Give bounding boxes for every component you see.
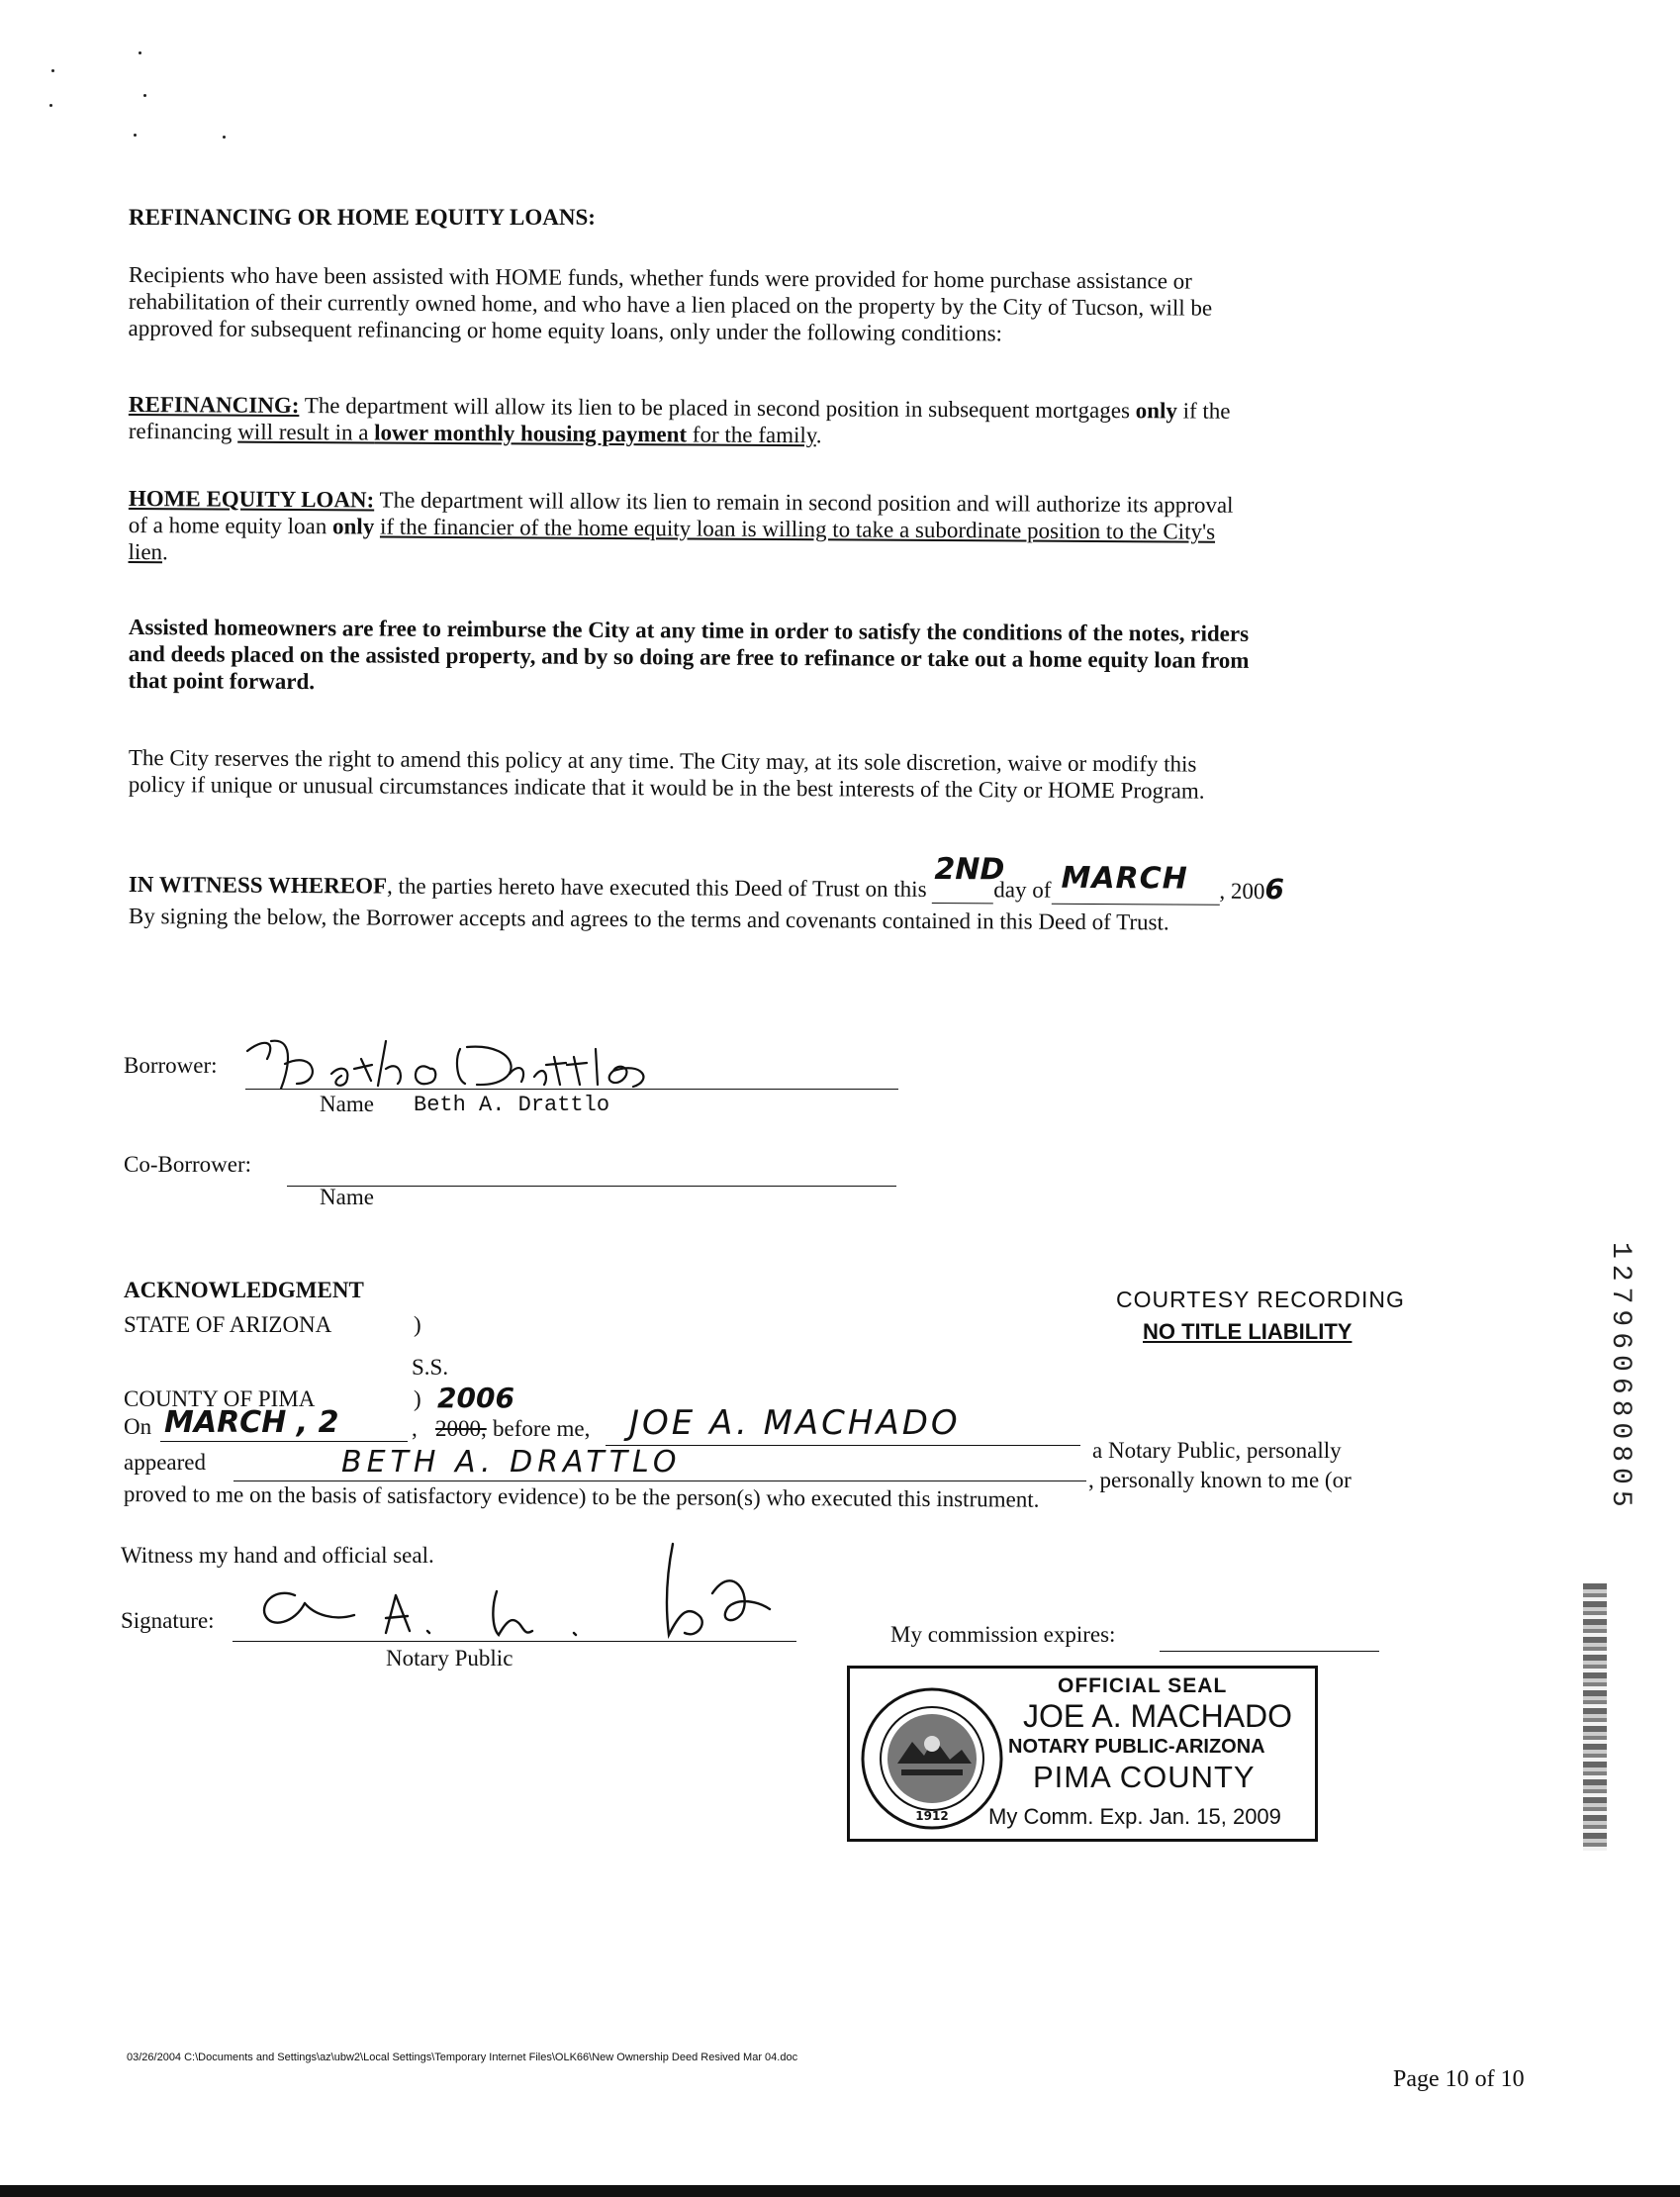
- notary-signature-drawing: [237, 1534, 772, 1653]
- proved-line: proved to me on the basis of satisfactory evidence) to be the person(s) who executed this instrument.: [123, 1481, 1040, 1512]
- state-label: STATE OF ARIZONA: [124, 1312, 332, 1337]
- borrower-name-value: Beth A. Drattlo: [414, 1093, 610, 1117]
- co-borrower-name-label: Name: [320, 1185, 374, 1209]
- intro-line: Recipients who have been assisted with HOME funds, whether funds were provided for home purchase assistance or: [128, 261, 1192, 294]
- on-label: On: [124, 1414, 152, 1439]
- acknowledgment-title: ACKNOWLEDGMENT: [124, 1278, 364, 1302]
- arizona-seal-emblem: [858, 1684, 1006, 1833]
- scan-speck: [49, 104, 52, 107]
- assisted-line: and deeds placed on the assisted property, and by so doing are free to refinance or take out a home equity loan from: [128, 640, 1250, 673]
- home-equity-only: only: [331, 514, 375, 539]
- scan-speck: [139, 51, 141, 54]
- home-equity-text: The department will allow its lien to remain in second position and will authorize its approval: [374, 487, 1234, 518]
- state-paren: ): [414, 1312, 421, 1337]
- seal-expiry: My Comm. Exp. Jan. 15, 2009: [988, 1804, 1281, 1829]
- scan-speck: [223, 136, 226, 139]
- section-heading: REFINANCING OR HOME EQUITY LOANS:: [129, 205, 596, 230]
- co-borrower-label: Co-Borrower:: [124, 1152, 252, 1177]
- month-field: [1051, 860, 1219, 906]
- assisted-line: Assisted homeowners are free to reimburse the City at any time in order to satisfy the conditions of the notes, riders: [128, 615, 1250, 646]
- witness-seal-line: Witness my hand and official seal.: [121, 1543, 434, 1568]
- seal-emblem-year: 1912: [915, 1809, 949, 1823]
- day-field: [932, 851, 1005, 904]
- intro-paragraph: [129, 261, 1213, 348]
- seal-role: NOTARY PUBLIC-ARIZONA: [1008, 1736, 1265, 1758]
- witness-text: , the parties hereto have executed this Deed of Trust on this: [387, 873, 933, 902]
- refinancing-text: if the: [1176, 398, 1231, 424]
- reserve-line: The City reserves the right to amend this policy at any time. The City may, at its sole discretion, waive or modify this: [128, 745, 1197, 777]
- reserve-line: policy if unique or unusual circumstances indicate that it would be in the best interests of the City or HOME Program.: [128, 771, 1205, 804]
- margin-scan-mark: [1583, 1583, 1607, 1851]
- notary-suffix: a Notary Public, personally: [1092, 1438, 1342, 1463]
- struck-year: 2000,: [435, 1416, 487, 1441]
- month-handwritten: MARCH: [1061, 860, 1188, 897]
- home-equity-text: of a home equity loan: [128, 512, 333, 539]
- no-title-liability: NO TITLE LIABILITY: [1143, 1319, 1353, 1344]
- refinancing-condition: for the family: [687, 422, 816, 448]
- seal-notary-name: JOE A. MACHADO: [1023, 1698, 1293, 1734]
- commission-label: My commission expires:: [890, 1622, 1116, 1647]
- appeared-label: appeared: [124, 1450, 206, 1475]
- footer-file-path: 03/26/2004 C:\Documents and Settings\az\ubw2\Local Settings\Temporary Internet Files\OLK66\New Ownership Deed Resived Mar 04.doc: [127, 2052, 798, 2063]
- refinancing-only: only: [1135, 398, 1177, 424]
- page-number: Page 10 of 10: [1393, 2066, 1525, 2092]
- year-handwritten-2006: 2006: [437, 1382, 514, 1414]
- scan-bottom-edge: [0, 2185, 1680, 2197]
- scan-speck: [134, 134, 137, 137]
- assisted-paragraph: [129, 614, 1250, 701]
- home-equity-text: .: [162, 539, 168, 565]
- year-prefix: , 200: [1219, 878, 1265, 905]
- refinancing-condition-bold: lower monthly housing payment: [374, 420, 688, 447]
- borrower-label: Borrower:: [124, 1053, 218, 1078]
- county-label: COUNTY OF PIMA: [124, 1386, 316, 1411]
- ss-label: S.S.: [412, 1355, 449, 1380]
- borrower-name-label: Name: [320, 1092, 374, 1116]
- intro-line: rehabilitation of their currently owned home, and who have a lien placed on the property by the City of Tucson, will be: [128, 288, 1213, 321]
- commission-line: [1160, 1651, 1379, 1652]
- comma-after-date: ,: [412, 1416, 418, 1441]
- refinancing-text: The department will allow its lien to be placed in second position in subsequent mortgages: [299, 393, 1136, 424]
- witness-text: day of: [993, 877, 1052, 903]
- refinancing-label: REFINANCING:: [128, 391, 300, 419]
- reserve-paragraph: [129, 744, 1205, 805]
- county-paren: ): [414, 1386, 421, 1411]
- assisted-line: that point forward.: [128, 667, 316, 695]
- before-me-label: before me,: [493, 1416, 591, 1441]
- notary-public-label: Notary Public: [386, 1646, 513, 1671]
- courtesy-recording: COURTESY RECORDING: [1116, 1287, 1405, 1312]
- seal-county: PIMA COUNTY: [1033, 1760, 1256, 1794]
- refinancing-condition: will result in a: [237, 419, 375, 445]
- scan-speck: [51, 69, 54, 72]
- home-equity-label: HOME EQUITY LOAN:: [128, 485, 375, 513]
- official-seal-stamp: [847, 1666, 1318, 1842]
- refinancing-text: refinancing: [128, 418, 238, 444]
- intro-line: approved for subsequent refinancing or home equity loans, only under the following conditions:: [128, 315, 1003, 346]
- date-line: [160, 1441, 408, 1442]
- home-equity-condition: if the financier of the home equity loan is willing to take a subordinate position to the City's: [379, 514, 1216, 544]
- notary-name-handwritten: JOE A. MACHADO: [629, 1403, 961, 1443]
- witness-line-2: By signing the below, the Borrower accepts and agrees to the terms and covenants contained in this Deed of Trust.: [128, 904, 1169, 935]
- refinancing-paragraph: [129, 391, 1231, 451]
- appeared-name-handwritten: BETH A. DRATTLO: [341, 1445, 682, 1480]
- borrower-signature-drawing: [237, 1029, 712, 1098]
- day-handwritten: 2ND: [934, 851, 1005, 888]
- year-handwritten: 6: [1264, 873, 1285, 907]
- signature-label: Signature:: [121, 1608, 215, 1633]
- home-equity-paragraph: [129, 485, 1234, 572]
- seal-title: OFFICIAL SEAL: [1058, 1674, 1228, 1697]
- home-equity-condition: lien: [128, 538, 163, 565]
- on-date-handwritten: MARCH , 2: [164, 1405, 339, 1440]
- witness-line: [128, 851, 1285, 907]
- recording-number: 127960680805: [1605, 1242, 1635, 1513]
- appeared-suffix: , personally known to me (or: [1088, 1468, 1352, 1492]
- witness-lead: IN WITNESS WHEREOF: [128, 871, 388, 899]
- refinancing-text: .: [815, 423, 822, 448]
- co-borrower-signature-line: [287, 1186, 896, 1187]
- scan-speck: [143, 94, 146, 97]
